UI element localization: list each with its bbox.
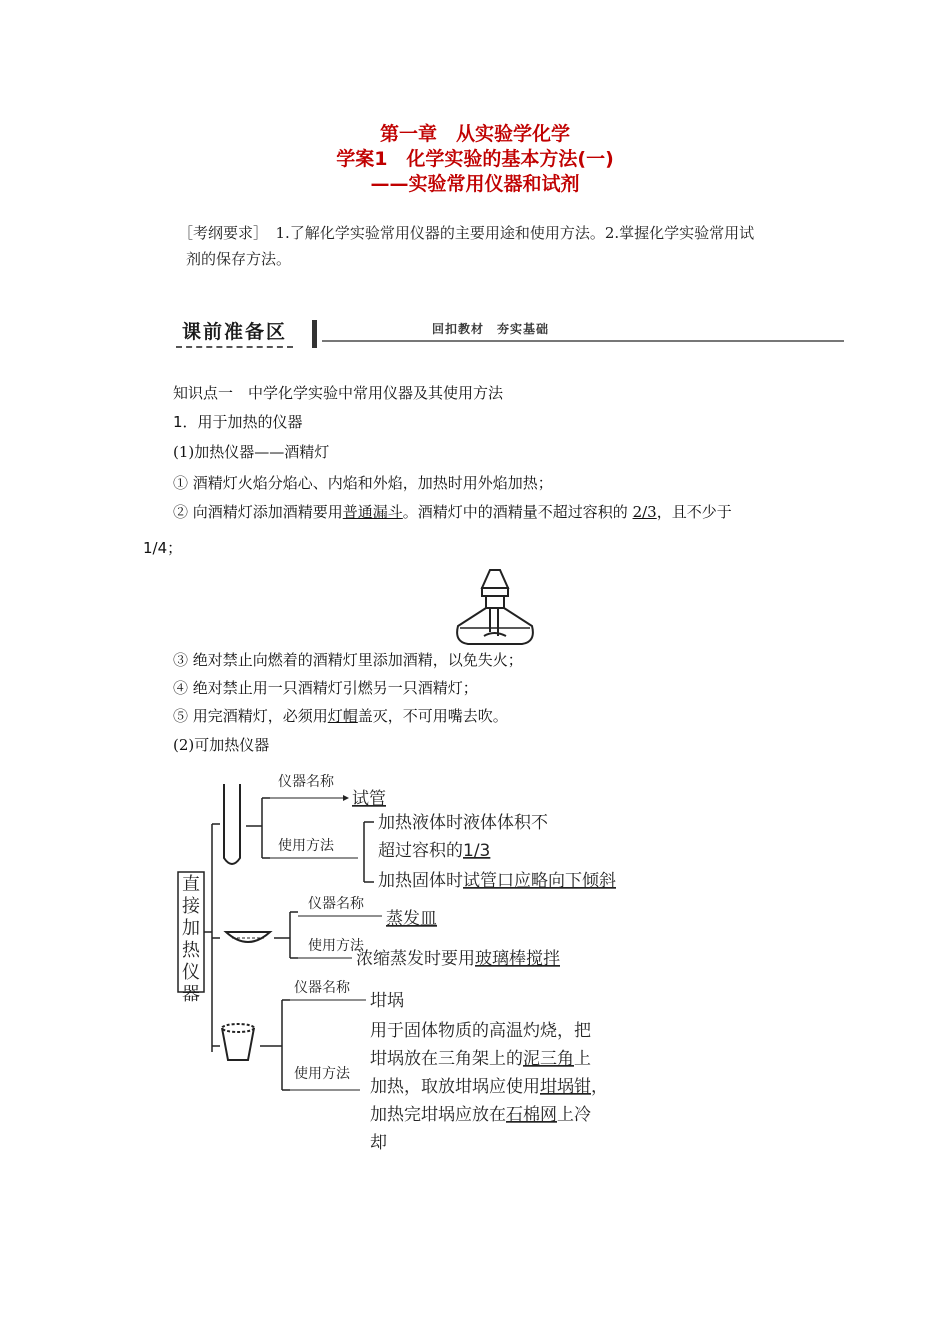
svg-text:使用方法: 使用方法: [308, 938, 364, 954]
svg-text:却: 却: [370, 1133, 387, 1153]
heatable-instruments-diagram: [170, 760, 630, 1160]
exam-requirements: [178, 220, 818, 272]
instrument-name-test-tube: 试管: [352, 789, 386, 809]
svg-text:仪器名称: 仪器名称: [308, 896, 364, 912]
evaporating-dish-icon: [226, 932, 270, 942]
name-label: 仪器名称: [278, 774, 334, 790]
instrument-name-crucible: 坩埚: [370, 991, 404, 1011]
usage-label: 使用方法: [278, 838, 334, 854]
answer-blank: 灯帽: [327, 707, 358, 725]
list-item: ② 向酒精灯添加酒精要用普通漏斗。酒精灯中的酒精量不超过容积的 2/3，且不少于: [173, 503, 732, 521]
svg-text:坩埚放在三角架上的泥三角上: 坩埚放在三角架上的泥三角上: [370, 1049, 591, 1069]
list-item: ⑤ 用完酒精灯，必须用灯帽盖灭，不可用嘴去吹。: [173, 707, 508, 725]
svg-text:浓缩蒸发时要用玻璃棒搅拌: 浓缩蒸发时要用玻璃棒搅拌: [356, 949, 560, 969]
svg-text:用于固体物质的高温灼烧，把: 用于固体物质的高温灼烧，把: [370, 1021, 591, 1041]
answer-blank: 2/3: [632, 503, 657, 521]
knowledge-point-heading: 知识点一 中学化学实验中常用仪器及其使用方法: [173, 384, 504, 402]
section-heading: 1．用于加热的仪器: [173, 413, 303, 431]
banner-title: 课前准备区: [176, 318, 293, 348]
requirements-line-2: 剂的保存方法。: [186, 250, 292, 268]
svg-text:加热液体时液体体积不: 加热液体时液体体积不: [378, 813, 548, 833]
banner-divider: [312, 320, 317, 348]
svg-text:超过容积的1/3: 超过容积的1/3: [378, 841, 491, 861]
category-char-4: 热: [182, 940, 200, 961]
list-item: ① 酒精灯火焰分焰心、内焰和外焰，加热时用外焰加热；: [173, 474, 553, 492]
subsection-heading: (2)可加热仪器: [173, 736, 270, 754]
list-item: ③ 绝对禁止向燃着的酒精灯里添加酒精，以免失火；: [173, 651, 523, 669]
banner-subtitle: 回扣教材 夯实基础: [432, 322, 550, 336]
chapter-title: 第一章 从实验学化学: [379, 123, 570, 145]
instrument-name-evaporating-dish: 蒸发皿: [386, 909, 437, 929]
crucible-icon: [222, 1024, 254, 1060]
alcohol-lamp-illustration: [452, 566, 538, 650]
lesson-subtitle: ——实验常用仪器和试剂: [370, 173, 580, 195]
category-char-6: 器: [182, 984, 200, 1005]
svg-text:加热完坩埚应放在石棉网上冷: 加热完坩埚应放在石棉网上冷: [370, 1105, 591, 1125]
svg-text:加热固体时试管口应略向下倾斜: 加热固体时试管口应略向下倾斜: [378, 871, 616, 891]
test-tube-icon: [224, 784, 240, 864]
category-char-3: 加: [182, 918, 200, 939]
category-char-5: 仪: [182, 962, 200, 983]
section-banner: [176, 318, 844, 350]
svg-text:加热，取放坩埚应使用坩埚钳，: 加热，取放坩埚应使用坩埚钳，: [370, 1077, 608, 1097]
answer-blank: 普通漏斗: [342, 503, 403, 521]
svg-text:仪器名称: 仪器名称: [294, 980, 350, 996]
category-char-2: 接: [182, 896, 200, 917]
subsection-heading: (1)加热仪器——酒精灯: [173, 443, 330, 461]
list-item-continuation: 1/4；: [143, 539, 183, 557]
lesson-title: 学案1 化学实验的基本方法(一): [336, 148, 614, 170]
category-char-1: 直: [182, 874, 200, 895]
list-item: ④ 绝对禁止用一只酒精灯引燃另一只酒精灯；: [173, 679, 478, 697]
requirements-line-1: ［考纲要求］ 1.了解化学实验常用仪器的主要用途和使用方法。2.掌握化学实验常用试: [178, 224, 755, 242]
banner-rule: [322, 340, 844, 342]
svg-text:使用方法: 使用方法: [294, 1066, 350, 1082]
